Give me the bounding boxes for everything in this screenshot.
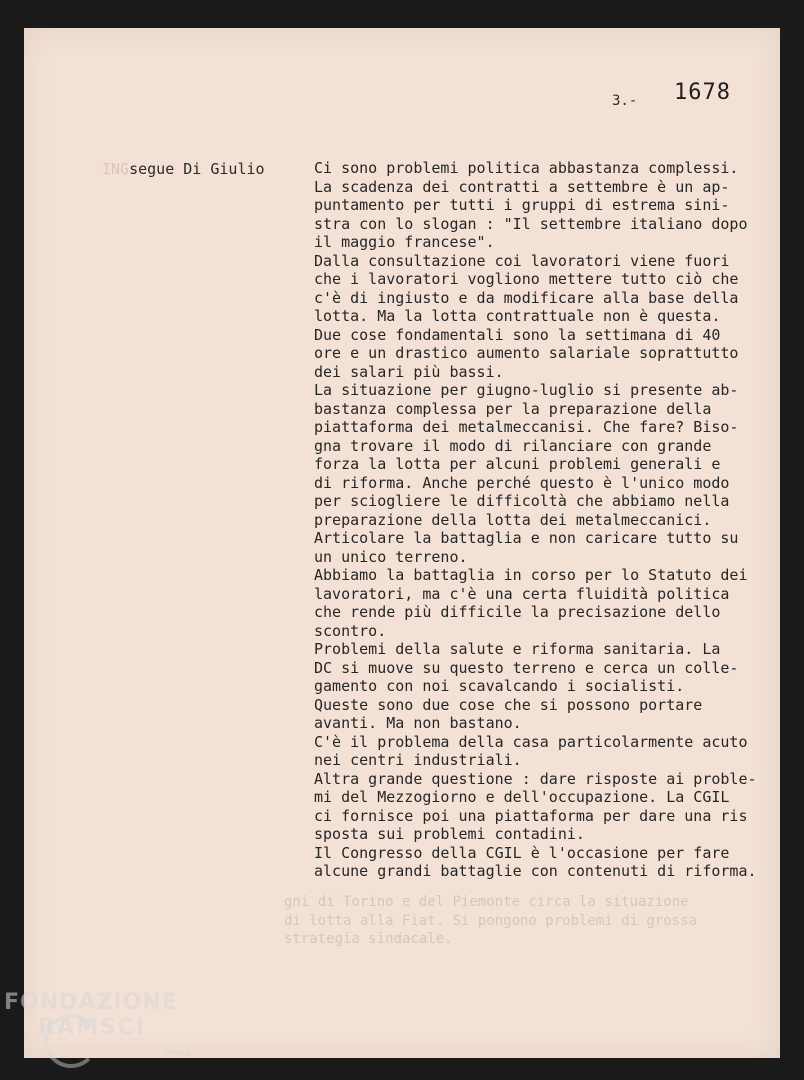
text-line: Dalla consultazione coi lavoratori viene fuori <box>314 251 730 270</box>
page-number: 3.- <box>612 93 638 109</box>
bleed-through-text <box>284 893 744 949</box>
text-line: stra con lo slogan : "Il settembre italiano dopo <box>314 214 748 233</box>
text-line: dei salari più bassi. <box>314 362 504 381</box>
text-line: bastanza complessa per la preparazione della <box>314 399 712 418</box>
watermark-line-2: RAMSCI <box>38 1015 147 1040</box>
document-number: 1678 <box>674 80 731 105</box>
text-line: lavoratori, ma c'è una certa fluidità politica <box>314 584 730 603</box>
text-line: gna trovare il modo di rilanciare con grande <box>314 436 712 455</box>
text-line: Abbiamo la battaglia in corso per lo Statuto dei <box>314 566 748 584</box>
text-line: avanti. Ma non bastano. <box>314 714 522 732</box>
text-line: Problemi della salute e riforma sanitaria. La <box>314 640 721 658</box>
text-line: lotta. Ma la lotta contrattuale non è questa. <box>314 307 721 325</box>
watermark-line-1: FONDAZIONE <box>4 990 178 1015</box>
speaker-label <box>102 160 265 178</box>
text-line: che i lavoratori vogliono mettere tutto ciò che <box>314 270 739 288</box>
text-line: che rende più difficile la precisazione dello <box>314 603 721 621</box>
text-line: Ci sono problemi politica abbastanza complessi. <box>314 159 739 177</box>
text-line: sposta sui problemi contadini. <box>314 825 585 843</box>
text-line: scontro. <box>314 621 387 640</box>
text-line: ci fornisce poi una piattaforma per dare una ris <box>314 806 748 825</box>
text-line: Due cose fondamentali sono la settimana di 40 <box>314 325 721 344</box>
bleed-line: di lotta alla Fiat. Si pongono problemi di grossa <box>284 912 698 929</box>
text-line: c'è di ingiusto e da modificare alla base della <box>314 288 739 307</box>
text-line: Articolare la battaglia e non caricare tutto su <box>314 529 739 547</box>
text-line: DC si muove su questo terreno e cerca un colle- <box>314 658 739 677</box>
document-page <box>24 28 780 1058</box>
text-line: Il Congresso della CGIL è l'occasione per fare <box>314 843 730 862</box>
text-line: un unico terreno. <box>314 547 468 566</box>
text-line: il maggio francese". <box>314 233 495 251</box>
fondazione-gramsci-watermark <box>4 990 190 1058</box>
speaker-prefix-faded: ING <box>102 160 130 178</box>
speaker-name: segue Di Giulio <box>129 160 265 178</box>
text-line: preparazione della lotta dei metalmeccanici. <box>314 510 712 529</box>
text-line: nei centri industriali. <box>314 751 522 769</box>
text-line: Queste sono due cose che si possono portare <box>314 695 703 714</box>
body-text <box>314 159 784 881</box>
text-line: mi del Mezzogiorno e dell'occupazione. La CGIL <box>314 788 730 806</box>
text-line: alcune grandi battaglie con contenuti di riforma. <box>314 862 757 880</box>
text-line: piattaforma dei metalmeccanisi. Che fare? Biso- <box>314 418 739 436</box>
text-line: ore e un drastico aumento salariale soprattutto <box>314 344 739 362</box>
bleed-line: gni di Torino e del Piemonte circa la situazione <box>284 894 689 910</box>
watermark-tag: Onlus <box>164 1048 190 1058</box>
text-line: per sciogliere le difficoltà che abbiamo nella <box>314 492 730 510</box>
text-line: gamento con noi scavalcando i socialisti. <box>314 677 685 695</box>
text-line: di riforma. Anche perché questo è l'unico modo <box>314 473 730 492</box>
bleed-line: strategia sindacale. <box>284 931 453 947</box>
text-line: La scadenza dei contratti a settembre è un ap- <box>314 177 730 196</box>
text-line: forza la lotta per alcuni problemi generali e <box>314 455 721 473</box>
text-line: puntamento per tutti i gruppi di estrema sini- <box>314 196 730 214</box>
text-line: La situazione per giugno-luglio si presente ab- <box>314 381 739 399</box>
text-line: Altra grande questione : dare risposte ai proble- <box>314 769 757 788</box>
text-line: C'è il problema della casa particolarmente acuto <box>314 732 748 751</box>
